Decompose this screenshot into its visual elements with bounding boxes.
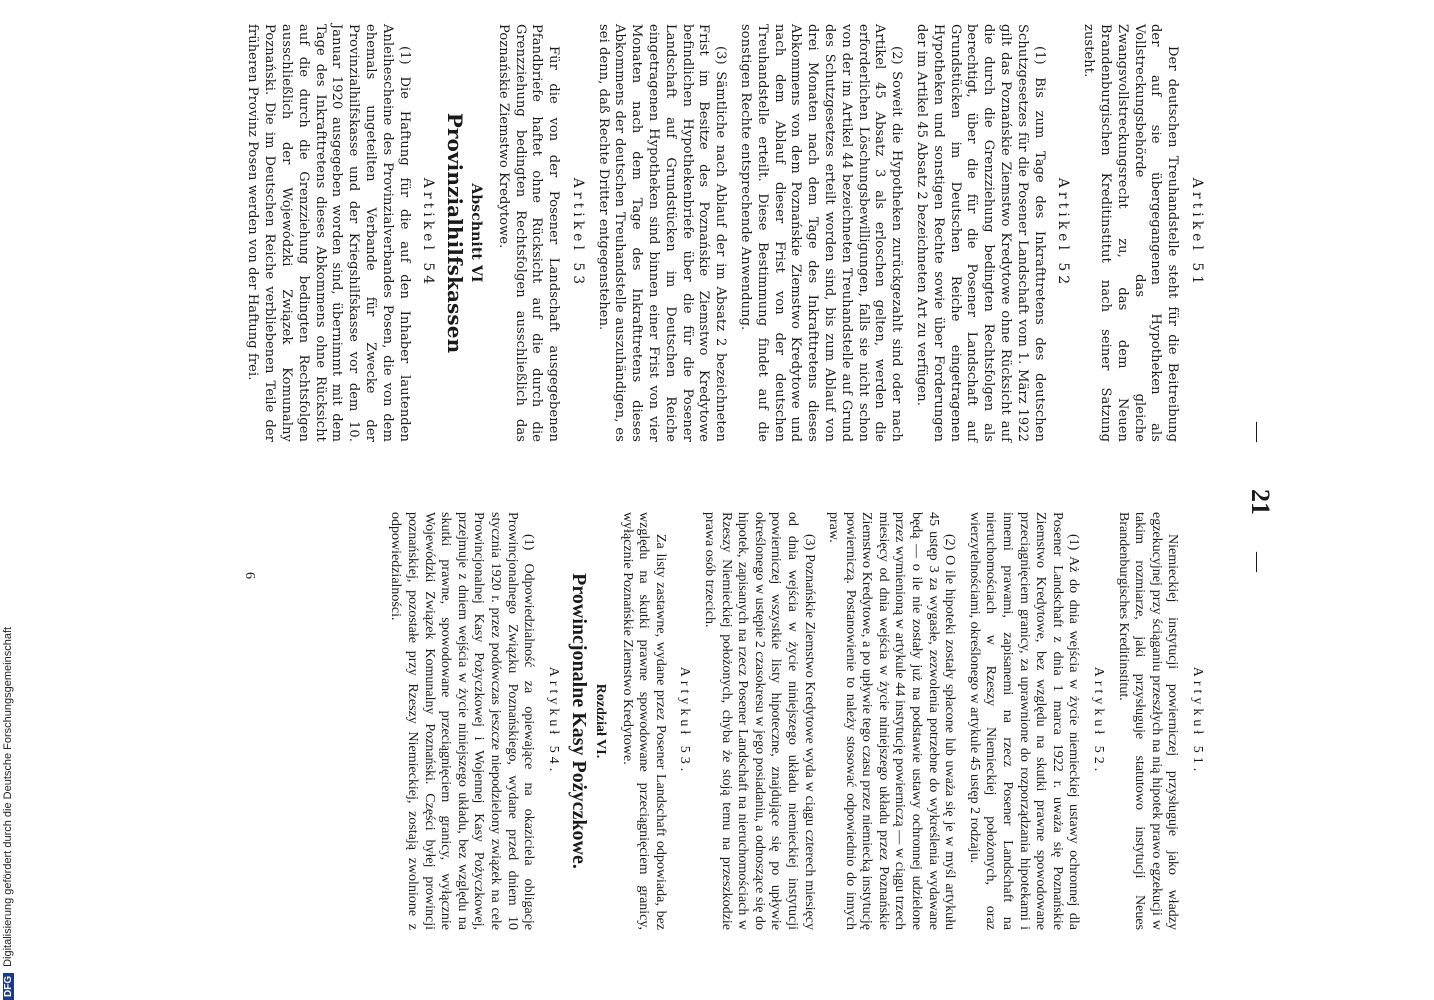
article-53-text-de: Für die von der Posener Landschaft ausgegebenen Pfandbriefe haftet ohne Rücksicht auf die durch die Grenzziehung bedingten Rechtsfolgen ausschließlich das Poznańskie Ziemstwo Kredytowe. <box>495 24 562 442</box>
section-title-pl: Prowincjonalne Kasy Pożyczkowe. <box>568 573 591 869</box>
article-54-heading-pl: Artykuł 54. <box>545 666 561 776</box>
article-54-heading-de: Artikel 54 <box>420 177 437 289</box>
digitization-note <box>2 0 24 1000</box>
article-51-heading-pl: Artykuł 51. <box>1190 666 1205 776</box>
dfg-logo-icon: DFG <box>3 973 14 1000</box>
header-dash-left: — <box>1247 422 1269 442</box>
polish-column <box>379 512 1209 930</box>
section-title-de: Provinzialhilfskassen <box>443 112 468 354</box>
article-52-paragraph-3-pl: (3) Poznańskie Ziemstwo Kredytowe wyda w ciągu czterech miesięcy od dnia wejścia w życie niniejszego układu niemieckiej instytucji powierniczej wszystkie listy hipoteczne, znajdujące się po upływie określonego w ustępie 2 czasokresu w jego posiadaniu, a odnoszące się do hipotek, zapisanych na rzecz Posener Landschaft na nieruchomościach w Rzeszy Niemieckiej położonych, chyba że stoją temu na przeszkodzie prawa osób trzecich. <box>701 512 817 930</box>
digitization-note-text: Digitalisierung gefördert durch die Deutsche Forschungsgemeinschaft <box>2 626 14 967</box>
header-dash-right: — <box>1247 552 1269 572</box>
article-52-paragraph-1-pl: (1) Aż do dnia wejścia w życie niemieckiej ustawy ochronnej dla Posener Landschaft z dnia 1 marca 1922 r. uważa się Poznańskie Ziemstwo Kredytowe, bez względu na skutki prawne spowodowane przeciągnięciem granicy, za uprawnione do rozporządzania hipotekami i innemi prawami, zapisanemi na rzecz Posener Landschaft na nieruchomościach w Rzeszy Niemieckiej położonych, oraz wierzytelnościami, określonego w artykule 45 ustęp 2 rodzaju. <box>966 512 1082 930</box>
article-54-text-pl: (1) Odpowiedzialność za opiewające na okaziciela obligacje Prowincjonalnego Związku Poznańskiego, wydane przed dniem 10 stycznia 1920 r. przez podówczas jeszcze niepodzielony związek na cele Prowincjonalnej Kasy Pożyczkowej i Wojennej Kasy Pożyczkowej, przejmuje z dniem wejścia w życie niniejszego układu, bez względu na skutki prawne, spowodowane przeciągnięciem granicy, wyłącznie Wojewódzki Związek Komunalny Poznański. Części byłej prowincji poznańskiej, pozostałe przy Rzeszy Niemieckiej, zostają zwolnione z odpowiedzialności. <box>388 512 537 930</box>
article-51-text-de: Der deutschen Treuhandstelle steht für die Beitreibung der auf sie übergegangenen Hypotheken als Vollstreckungsbehörde das gleiche Zwangsvollstreckungsrecht zu, das dem Neuen Brandenburgischen Kreditinstitut nach seiner Satzung zusteht. <box>1081 24 1181 442</box>
article-53-text-pl: Za listy zastawne, wydane przez Posener Landschaft odpowiada, bez względu na skutki prawne spowodowane przeciągnięciem granicy, wyłącznie Poznańskie Ziemstwo Kredytowe. <box>619 512 668 930</box>
page-header <box>1207 12 1287 972</box>
article-52-heading-pl: Artykuł 52. <box>1091 666 1107 776</box>
page-number: 21 <box>1246 489 1275 515</box>
article-53-heading-pl: Artykuł 53. <box>677 666 693 776</box>
footer-number: 6 <box>242 572 257 579</box>
german-column <box>236 24 1209 442</box>
article-52-heading-de: Artikel 52 <box>1055 177 1072 289</box>
document-page <box>162 12 1287 972</box>
section-heading-pl: Rozdział VI. <box>593 683 608 759</box>
section-heading-de: Abschnitt VI <box>467 183 484 283</box>
article-54-text-de: (1) Die Haftung für die auf den Inhaber lautenden Anleihescheine des Provinzialverbandes Posen, die von dem ehemals ungeteilten Verbande für Zwecke der Provinzialhilfskasse und der Kriegshilfskasse vor dem 10. Januar 1920 ausgegeben worden sind, übernimmt mit dem Tage des Inkrafttretens dieses Abkommens ohne Rücksicht auf die durch die Grenzziehung bedingten Rechtsfolgen ausschließlich der Wojewódzki Związek Komunalny Poznański. Die im Deutschen Reiche verbliebenen Teile der früheren Provinz Posen werden von der Haftung frei. <box>245 24 412 442</box>
article-52-paragraph-1-de: (1) Bis zum Tage des Inkrafttretens des deutschen Schutzgesetzes für die Posener Landschaft vom 1. März 1922 gilt das Poznańskie Ziemstwo Kredytowe ohne Rücksicht auf die durch die Grenzziehung bedingten Rechtsfolgen als berechtigt, über die für die Posener Landschaft auf Grundstücken im Deutschen Reiche eingetragenen Hypotheken und sonstigen Rechte sowie über Forderungen der im Artikel 45 Absatz 2 bezeichneten Art zu verfügen. <box>914 24 1047 442</box>
article-51-heading-de: Artikel 51 <box>1189 177 1205 289</box>
article-51-text-pl: Niemieckiej instytucji powierniczej przysługuje jako władzy egzekucyjnej przy ściąganiu przeszłych na nią hipotek prawo egzekucji w takim rozmiarze, jaki przysługuje statutowo instytucji Neues Brandenburgisches Kreditinstitut. <box>1115 512 1181 930</box>
article-52-paragraph-2-de: (2) Soweit die Hypotheken zurückgezahlt sind oder nach Artikel 45 Absatz 3 als erloschen gelten, werden die erforderlichen Löschungsbewilligungen, falls sie nicht schon von der im Artikel 44 bezeichneten Treuhandstelle auf Grund des Schutzgesetzes erteilt worden sind, bis zum Ablauf von drei Monaten nach dem Tage des Inkrafttretens dieses Abkommens von dem Poznańskie Ziemstwo Kredytowe und nach dem Ablauf dieser Frist von der deutschen Treuhandstelle erteilt. Diese Bestimmung findet auf die sonstigen Rechte entsprechende Anwendung. <box>738 24 905 442</box>
article-53-heading-de: Artikel 53 <box>569 177 586 289</box>
article-52-paragraph-3-de: (3) Sämtliche nach Ablauf der im Absatz 2 bezeichneten Frist im Besitze des Poznańskie Ziemstwo Kredytowe befindlichen Hypothekenbriefe über die für die Posener Landschaft auf Grundstücken im Deutschen Reiche eingetragenen Hypotheken sind binnen einer Frist von vier Monaten nach dem Tage des Inkrafttretens dieses Abkommens der deutschen Treuhandstelle auszuhändigen, es sei denn, daß Rechte Dritter entgegenstehen. <box>595 24 729 442</box>
article-52-paragraph-2-pl: (2) O ile hipoteki zostały spłacone lub uważa się je w myśl artykułu 45 ustęp 3 za wygasłe, zezwolenia potrzebne do wykreślenia wydawane będą — o ile nie zostały już na podstawie ustawy ochronnej udzielone przez wymienioną w artykule 44 instytucję powierniczą — w ciągu trzech miesięcy od dnia wejścia w życie niniejszego układu przez Poznańskie Ziemstwo Kredytowe, a po upływie tego czasu przez niemiecką instytucję powierniczą. Postanowienie to należy stosować odpowiednio do innych praw. <box>826 512 958 930</box>
